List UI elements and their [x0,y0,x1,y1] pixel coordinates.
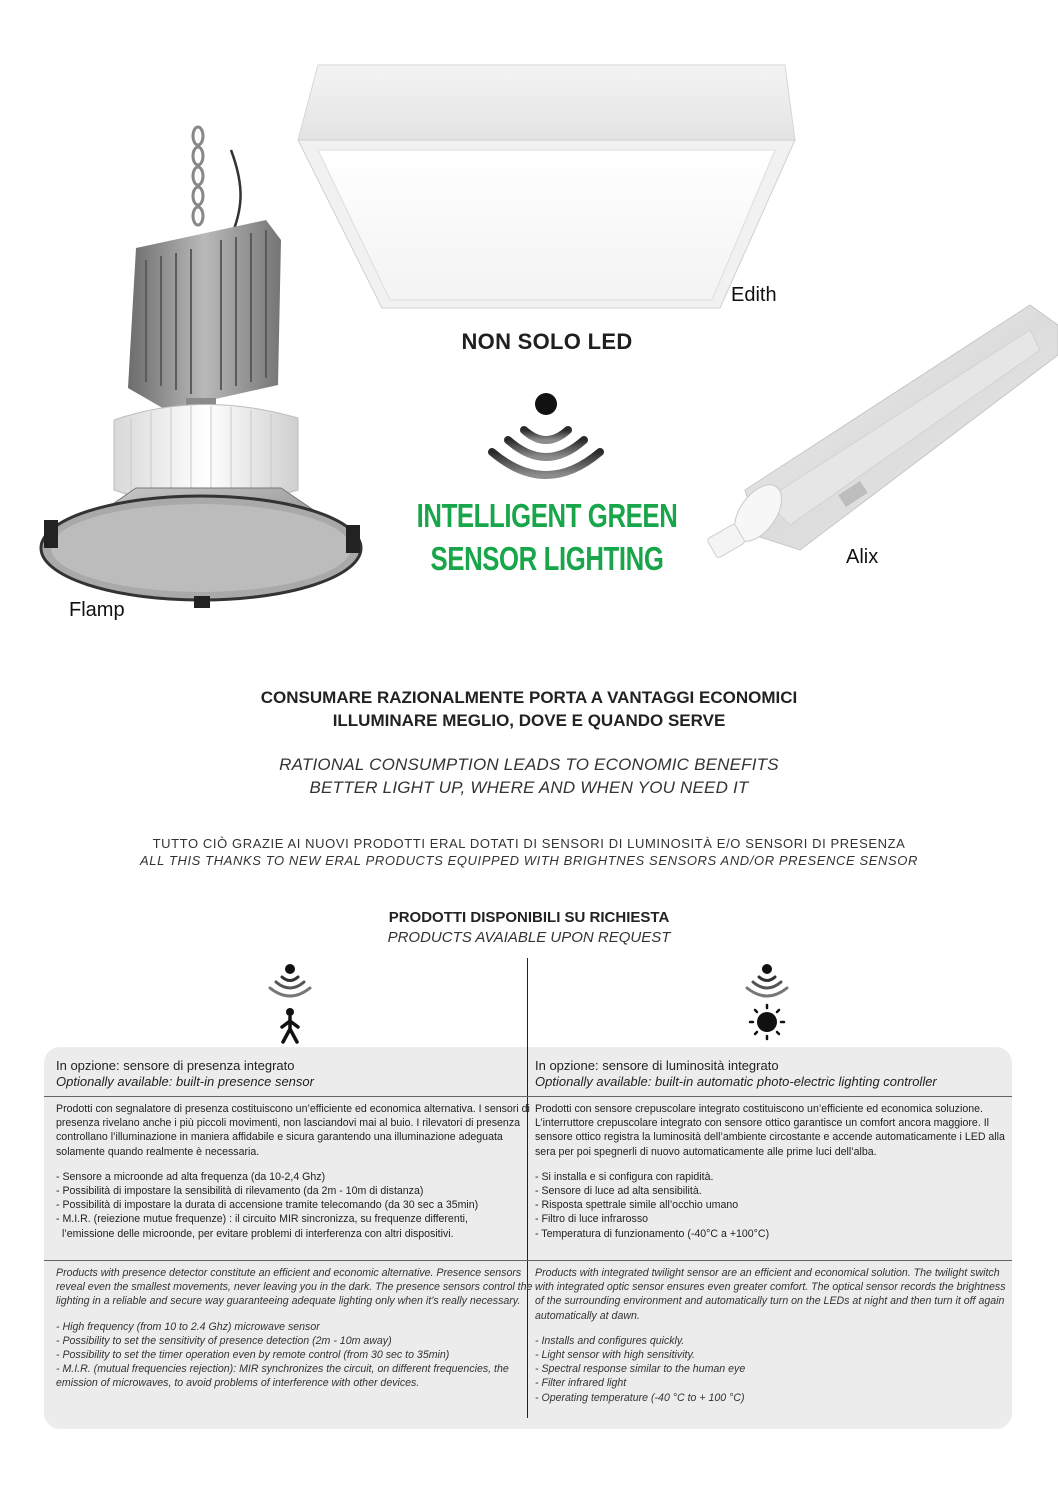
presence-body-it [56,1102,534,1241]
list-item: - Temperatura di funzionamento (-40°C a +100°C) [535,1227,770,1240]
brightness-features-it [535,1170,1013,1241]
thanks-statement [0,835,1058,869]
presence-desc-en: Products with presence detector constitute an efficient and economic alternative. Presence sensors reveal even the smallest movements, never leaving you in the dark. The presence sensors control the lighting in a reliable and secure way guaranteeing adequate lighting only when it’s really necessary. [56,1267,533,1308]
list-item: - Light sensor with high sensitivity. [535,1349,695,1362]
list-item: l’emissione delle microonde, per evitare problemi di interferenza con altri dispositivi. [62,1227,454,1240]
list-item: - Filtro di luce infrarosso [535,1213,649,1226]
list-item: - Si installa e si configura con rapidità. [535,1170,714,1183]
brightness-features-en [535,1334,1013,1405]
thanks-en: ALL THIS THANKS TO NEW ERAL PRODUCTS EQUIPPED WITH BRIGHTNES SENSORS AND/OR PRESENCE SENSOR [140,853,918,868]
presence-desc-it: Prodotti con segnalatore di presenza costituiscono un’efficiente ed economica alternativa. I sensori di presenza rivelano anche i più piccoli movimenti, non lasciandovi mai al buio. I rilevatori di presenza controllano l’illuminazione in maniera affidabile e sicura garantendo una illuminazione adeguata solamente quando realmente è necessaria. [56,1103,530,1158]
list-item: - Sensore di luce ad alta sensibilità. [535,1185,702,1198]
label-alix: Alix [846,546,879,568]
header-separator [44,1096,1012,1097]
intelligent-green-title [391,494,703,580]
brightness-body-en [535,1266,1013,1405]
thanks-it: TUTTO CIÒ GRAZIE AI NUOVI PRODOTTI ERAL DOTATI DI SENSORI DI LUMINOSITÀ E/O SENSORI DI PRESENZA [152,836,906,851]
brightness-sensor-icon [742,963,792,1043]
presence-head-it: sensore di presenza integrato [123,1058,295,1073]
brightness-head-en: Optionally available: built-in automatic photo-electric lighting controller [535,1074,937,1089]
label-flamp: Flamp [69,599,125,621]
presence-head-prefix: In opzione [56,1058,116,1073]
brightness-head-it: sensore di luminosità integrato [602,1058,779,1073]
availability-it: PRODOTTI DISPONIBILI SU RICHIESTA [388,909,670,926]
presence-body-en [56,1266,534,1391]
list-item: - Possibility to set the timer operation even by remote control (from 30 sec to 35min) [56,1349,450,1362]
presence-head-en: Optionally available: built-in presence sensor [56,1074,314,1089]
presence-sensor-icon [265,963,315,1045]
claim-it-line2: ILLUMINARE MEGLIO, DOVE E QUANDO SERVE [332,711,726,730]
brightness-desc-en: Products with integrated twilight sensor are an efficient and economical solution. The twilight switch with integrated optic sensor ensures even greater comfort. The optical sensor records the brightness of the surrounding environment and automatically turn on the LEDs at night and then turn it off again automatically at dawn. [535,1267,1006,1322]
list-item: - Installs and configures quickly. [535,1334,685,1347]
brightness-desc-it: Prodotti con sensore crepuscolare integrato costituiscono un’efficiente ed economica soluzione. L’interruttore crepuscolare integrato con sensore ottico garantisce un comfort ancora maggiore. Il sensore ottico registra la luminosità dell’ambiente circostante e accende automaticamente i LED alla sera per poi spegnerli di nuovo automaticamente alle prime luci dell’alba. [535,1103,1005,1158]
claim-en-line2: BETTER LIGHT UP, WHERE AND WHEN YOU NEED IT [309,778,749,797]
list-item: - Operating temperature (-40 °C to + 100 °C) [535,1391,745,1404]
list-item: - Possibilità di impostare la durata di accensione tramite telecomando (da 30 sec a 35min) [56,1199,479,1212]
list-item: - Possibility to set the sensitivity of presence detection (2m - 10m away) [56,1334,392,1347]
presence-features-it [56,1170,534,1241]
language-separator [44,1260,1012,1261]
list-item: - M.I.R. (mutual frequencies rejection): MIR synchronizes the circuit, on different frequencies, the emission of microwaves, to avoid problems of interference with other devices. [56,1363,509,1390]
list-item: - Possibilità di impostare la sensibilità di rilevamento (da 2m - 10m di distanza) [56,1185,424,1198]
presence-features-en [56,1320,534,1391]
claim-english [0,753,1058,799]
claim-italian [0,686,1058,732]
presence-header: In opzione: sensore di presenza integrato Optionally available: built-in presence sensor [56,1058,521,1090]
claim-it-line1: CONSUMARE RAZIONALMENTE PORTA A VANTAGGI ECONOMICI [260,688,798,707]
list-item: - High frequency (from 10 to 2.4 Ghz) microwave sensor [56,1320,320,1333]
list-item: - M.I.R. (reiezione mutue frequenze) : il circuito MIR sincronizza, su frequenze differenti, [56,1213,468,1226]
list-item: - Spectral response similar to the human eye [535,1363,746,1376]
claim-en-line1: RATIONAL CONSUMPTION LEADS TO ECONOMIC BENEFITS [279,755,779,774]
brightness-head-prefix: In opzione [535,1058,595,1073]
list-item: - Filter infrared light [535,1377,627,1390]
sensor-wave-icon [484,390,608,486]
green-title-line1: INTELLIGENT GREEN [416,497,678,534]
headline-non-solo-led: NON SOLO LED [461,329,633,354]
availability-en: PRODUCTS AVAIABLE UPON REQUEST [387,929,671,946]
availability-heading [0,908,1058,948]
label-edith: Edith [731,284,777,306]
list-item: - Sensore a microonde ad alta frequenza (da 10-2,4 Ghz) [56,1170,326,1183]
list-item: - Risposta spettrale simile all’occhio umano [535,1199,739,1212]
brightness-header: In opzione: sensore di luminosità integrato Optionally available: built-in automatic photo-electric lighting controller [535,1058,1005,1090]
flamp-lamp-image [36,120,376,615]
brightness-body-it [535,1102,1013,1241]
green-title-line2: SENSOR LIGHTING [430,540,664,577]
